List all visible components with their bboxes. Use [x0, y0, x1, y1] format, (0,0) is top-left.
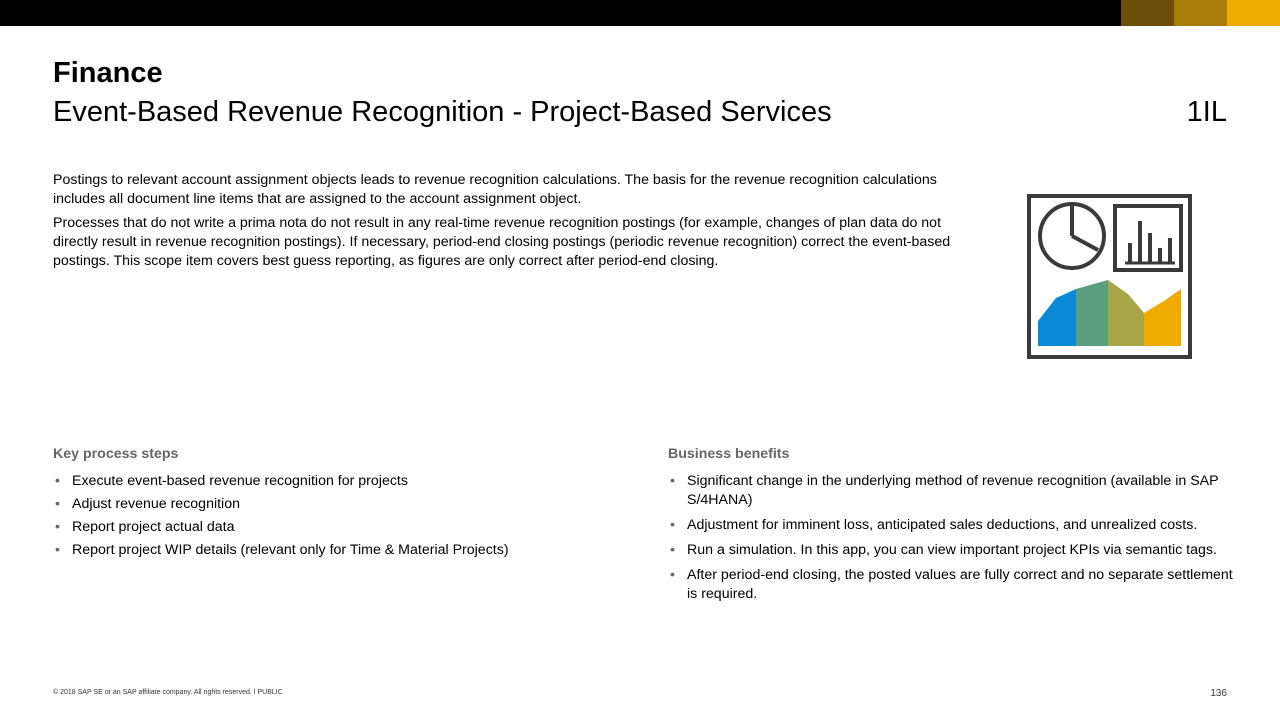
- list-item: • Adjust revenue recognition: [53, 495, 613, 514]
- list-item: • Significant change in the underlying method of revenue recognition (available in SAP S/4HANA): [668, 472, 1233, 510]
- intro-text: [53, 171, 978, 276]
- page-title: Finance: [53, 57, 163, 89]
- list-item: • Adjustment for imminent loss, anticipated sales deductions, and unrealized costs.: [668, 516, 1233, 535]
- business-benefits: [668, 445, 1233, 610]
- key-steps-heading: Key process steps: [53, 446, 179, 462]
- benefits-heading: Business benefits: [668, 446, 790, 462]
- page-subtitle: Event-Based Revenue Recognition - Project-Based Services: [53, 96, 832, 128]
- benefits-list: [668, 472, 1233, 604]
- copyright-footer: © 2018 SAP SE or an SAP affiliate company. All rights reserved. ǀ PUBLIC: [53, 689, 283, 696]
- key-steps-list: [53, 472, 613, 560]
- intro-paragraph-2: Processes that do not write a prima nota do not result in any real-time revenue recognition postings (for example, changes of plan data do not directly result in revenue recognition postings). If necessary, period-end closing postings (periodic revenue recognition) correct the event-based postings. This scope item covers best guess reporting, as figures are only correct after period-end closing.: [53, 215, 951, 269]
- analytics-dashboard-icon: [1026, 193, 1193, 360]
- list-item: • Report project actual data: [53, 518, 613, 537]
- accent-swatch-dark: [1121, 0, 1174, 26]
- list-item: • Execute event-based revenue recognition for projects: [53, 472, 613, 491]
- key-process-steps: [53, 445, 613, 564]
- accent-swatch-light: [1227, 0, 1280, 26]
- scope-item-code: 1IL: [1186, 96, 1227, 128]
- list-item: • Report project WIP details (relevant only for Time & Material Projects): [53, 541, 613, 560]
- accent-swatch-medium: [1174, 0, 1227, 26]
- list-item: • After period-end closing, the posted values are fully correct and no separate settlement is required.: [668, 566, 1233, 604]
- intro-paragraph-1: Postings to relevant account assignment objects leads to revenue recognition calculations. The basis for the revenue recognition calculations includes all document line items that are assigned to the account assignment object.: [53, 172, 937, 207]
- top-bar: [0, 0, 1280, 26]
- list-item: • Run a simulation. In this app, you can view important project KPIs via semantic tags.: [668, 541, 1233, 560]
- page-number: 136: [1210, 688, 1227, 699]
